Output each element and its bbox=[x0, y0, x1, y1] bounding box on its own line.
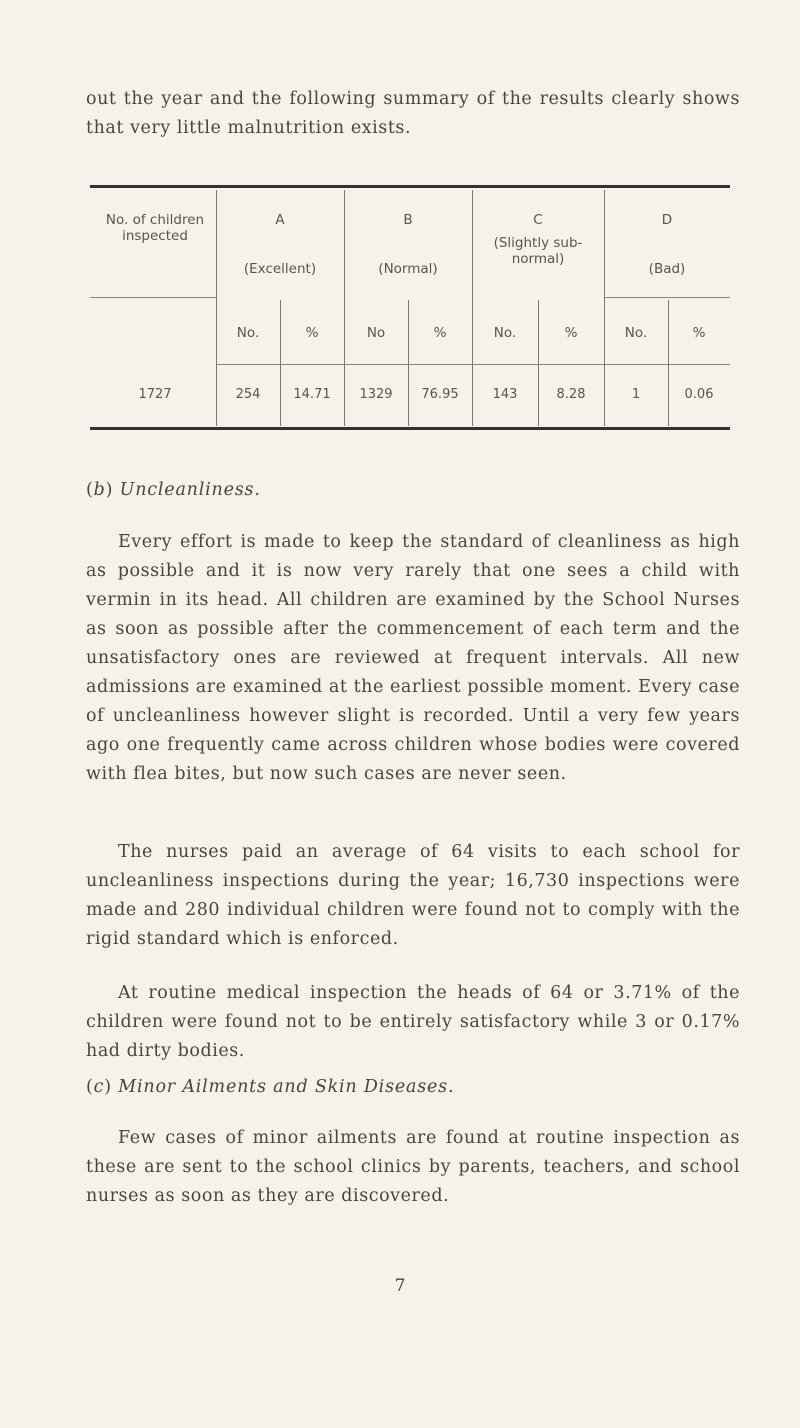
cell-c-no: 143 bbox=[492, 387, 518, 402]
header-group-c-label: (Slightly sub-normal) bbox=[493, 235, 583, 267]
subhead-b-pct: % bbox=[433, 325, 447, 341]
table-subhead-rule bbox=[216, 364, 730, 365]
header-group-c-letter: C bbox=[533, 212, 543, 228]
subhead-b-no: No bbox=[366, 325, 386, 341]
table-divider bbox=[668, 300, 669, 426]
section-b-heading: (b) Uncleanliness. bbox=[86, 480, 261, 500]
nutrition-summary-table bbox=[0, 0, 800, 460]
section-b-paragraph-2: The nurses paid an average of 64 visits to each school for uncleanliness inspections during the year; 16,730 inspections were made and 280 individual children were found not to comply with the rigid standard which is enforced. bbox=[86, 842, 740, 949]
cell-inspected: 1727 bbox=[138, 387, 172, 402]
table-header-rule-left bbox=[90, 297, 216, 298]
subhead-c-pct: % bbox=[564, 325, 578, 341]
table-divider bbox=[280, 300, 281, 426]
cell-c-pct: 8.28 bbox=[556, 387, 586, 402]
header-group-d-letter: D bbox=[661, 212, 673, 228]
section-c-title: Minor Ailments and Skin Diseases. bbox=[118, 1077, 455, 1097]
subhead-c-no: No. bbox=[493, 325, 517, 341]
cell-b-no: 1329 bbox=[359, 387, 393, 402]
header-group-b-letter: B bbox=[403, 212, 413, 228]
cell-b-pct: 76.95 bbox=[421, 387, 459, 402]
header-children-inspected: No. of children inspected bbox=[105, 212, 205, 244]
section-b-paragraph-3: At routine medical inspection the heads of 64 or 3.71% of the children were found not to be entirely satisfactory while 3 or 0.17% had dirty bodies. bbox=[86, 983, 740, 1061]
table-top-rule bbox=[90, 185, 730, 188]
table-header-rule-right bbox=[604, 297, 730, 298]
header-group-a-letter: A bbox=[275, 212, 285, 228]
subhead-d-no: No. bbox=[624, 325, 648, 341]
table-divider bbox=[538, 300, 539, 426]
header-group-a-label: (Excellent) bbox=[243, 261, 317, 277]
section-c-paragraph-1: Few cases of minor ailments are found at routine inspection as these are sent to the school clinics by parents, teachers, and school nurses as soon as they are discovered. bbox=[86, 1128, 740, 1206]
section-b-marker: b bbox=[93, 480, 106, 500]
header-group-d-label: (Bad) bbox=[648, 261, 686, 277]
intro-paragraph: out the year and the following summary of the results clearly shows that very little malnutrition exists. bbox=[86, 89, 740, 138]
table-divider bbox=[408, 300, 409, 426]
section-c-heading: (c) Minor Ailments and Skin Diseases. bbox=[86, 1077, 455, 1097]
cell-a-pct: 14.71 bbox=[293, 387, 331, 402]
subhead-d-pct: % bbox=[692, 325, 706, 341]
page-number: 7 bbox=[394, 1276, 406, 1296]
subhead-a-pct: % bbox=[305, 325, 319, 341]
cell-d-pct: 0.06 bbox=[684, 387, 714, 402]
cell-d-no: 1 bbox=[631, 387, 641, 402]
section-b-title: Uncleanliness. bbox=[119, 480, 261, 500]
section-c-marker: c bbox=[93, 1077, 105, 1097]
header-group-b-label: (Normal) bbox=[378, 261, 438, 277]
subhead-a-no: No. bbox=[236, 325, 260, 341]
cell-a-no: 254 bbox=[235, 387, 261, 402]
table-bottom-rule bbox=[90, 427, 730, 430]
section-b-paragraph-1: Every effort is made to keep the standard of cleanliness as high as possible and it is now very rarely that one sees a child with vermin in its head. All children are examined by the School Nurses as soon as possible after the commencement of each term and the unsatisfactory ones are reviewed at frequent intervals. All new admissions are examined at the earliest possible moment. Every case of uncleanliness however slight is recorded. Until a very few years ago one frequently came across children whose bodies were covered with flea bites, but now such cases are never seen. bbox=[86, 532, 741, 784]
